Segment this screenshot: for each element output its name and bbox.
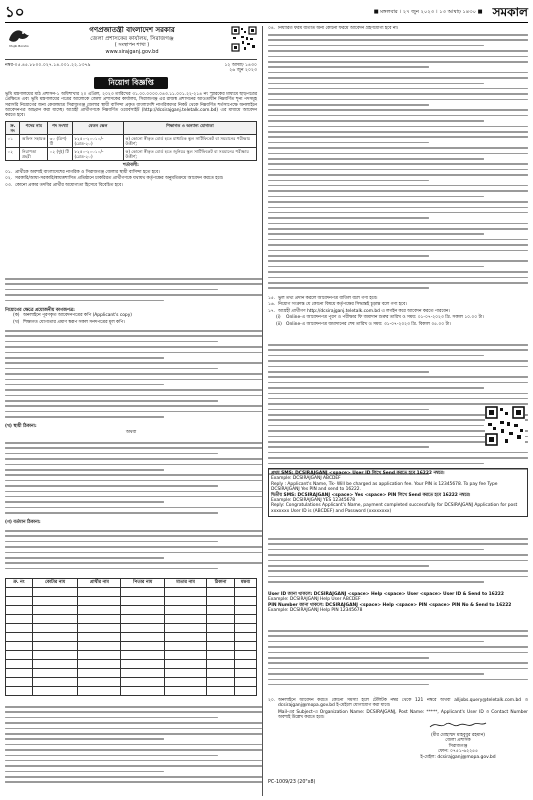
government-title: গণপ্রজাতন্ত্রী বাংলাদেশ সরকার <box>89 26 175 34</box>
text-block <box>268 630 528 689</box>
table-row <box>6 134 257 147</box>
section-name: ( সংস্থাপন শাখা ) <box>114 42 150 49</box>
office-website: www.sirajganj.gov.bd <box>105 49 159 56</box>
posts-header-count: পদ সংখ্যা <box>48 121 73 134</box>
or-label: অথবা <box>125 430 137 436</box>
text-block <box>5 278 262 305</box>
signatory-designation: জেলা প্রশাসক <box>445 738 471 744</box>
qr-code-icon <box>231 26 257 52</box>
memo-number: নম্বর-০৫.৪৫.৮৮০০.০২৭.১৪.০০১.২২.১৩৭৯ <box>5 62 91 68</box>
quota-header: কোটার নাম <box>32 579 78 588</box>
sms-instructions <box>268 468 528 517</box>
documents-title: নিয়োগের ক্ষেত্রে প্রয়োজনীয় কাগজপত্র: <box>5 308 75 313</box>
table-row <box>6 597 257 606</box>
quota-header: ক্র. নং <box>6 579 33 588</box>
signature-scribble <box>428 720 488 730</box>
posts-header-scale: বেতন স্কেল <box>72 121 123 134</box>
government-header <box>5 26 257 60</box>
quota-table <box>5 578 257 696</box>
table-cell: অফিস সহায়ক <box>20 134 48 147</box>
table-row <box>6 660 257 669</box>
text-block <box>5 530 262 573</box>
table-cell: ৩০ (ত্রিশ) টি <box>48 134 73 147</box>
date-english: ২৬ জুন ২০২৩ <box>229 68 257 74</box>
posts-header-qualification: শিক্ষাগত ও অন্যান্য যোগ্যতা <box>123 121 256 134</box>
quota-header: পিতার নাম <box>121 579 164 588</box>
notice-title: নিয়োগ বিজ্ঞপ্তি <box>94 77 168 89</box>
permanent-address-label: (খ) স্থায়ী ঠিকানা: <box>5 424 37 429</box>
sms-step2-reply: Reply: Congratulations Applicant's Name, payment completed successfully for DCSIRAJGANJ Application for post xxxxxxx User ID is (ABCDEF) and Password (xxxxxxxx) <box>271 503 518 514</box>
table-row <box>6 651 257 660</box>
table-cell: ক) কোনো স্বীকৃত বোর্ড হতে জুনিয়র স্কুল সার্টিফিকেট বা সমমানের পরীক্ষায় উত্তীর্ণ; <box>123 148 256 161</box>
posts-header-sl: ক্র. নং <box>6 121 20 134</box>
masthead-date: ■ মঙ্গলবার । ২৭ জুন ২০২৩ । ১৩ আষাঢ় ১৪৩০ ■ <box>373 9 483 16</box>
conditions-title: শর্তাবলী: <box>123 163 139 169</box>
signatory-name: (মীর মোহাম্মদ মাহবুবুর রহমান) <box>430 732 486 738</box>
list-item: (i) Online-এ আবেদনপত্র পূরণ ও পরীক্ষার ফি জমাদান শুরুর তারিখ ও সময়: ০১-০৭-২০২৩ খ্রি. সকাল ১০.০০ টা। <box>276 315 484 321</box>
mujib-borsho-logo-icon <box>5 26 33 48</box>
list-item: ১৭. আগ্রহী প্রার্থীগণ http://dcsirajganj.teletalk.com.bd এ লগইন করে আবেদন করতে পারবেন। <box>268 308 450 314</box>
list-item: ২০. অনলাইনে আবেদন করতে কোনো সমস্যা হলে টেলিটক নম্বর থেকে 121 নম্বরে অথবা alljobs.query@teletalk.com.bd ও dcsirajganj@mopa.gov.bd ই-মেইলে যোগাযোগ করা যাবে। <box>268 698 528 709</box>
table-cell: ৮২৫০-২০০১০/- (গ্রেড-২০) <box>72 134 123 147</box>
current-address-label: (গ) বর্তমান ঠিকানা: <box>5 520 41 525</box>
sms-step2: দ্বিতীয় SMS: DCSIRAJGANJ <space> Yes <space> PIN লিখে Send করতে হবে 16222 নম্বরে। <box>271 492 471 498</box>
qr-code-icon <box>485 406 525 446</box>
sms-step1: প্রথম SMS: DCSIRAJGANJ <space> User ID লিখে Send করতে হবে 16222 নম্বরে। <box>271 471 445 476</box>
reference-row <box>5 63 257 74</box>
table-row <box>6 687 257 696</box>
table-cell: ০২ <box>6 148 20 161</box>
table-row <box>6 633 257 642</box>
list-item: (খ) শিক্ষাগত যোগ্যতার প্রমাণ স্বরূপ সকল সনদপত্রের মূল কপি। <box>13 319 125 325</box>
text-block <box>5 330 262 422</box>
posts-header-post: পদের নাম <box>20 121 48 134</box>
list-item: ০৩. কোনো প্রকার তদবির প্রার্থীর অযোগ্যতা হিসেবে বিবেচিত হবে। <box>5 182 123 188</box>
lost-user-id: User ID জানা থাকলে: DCSIRAJGANJ <space> Help <space> User <space> User ID & Send to 16222 <box>268 592 504 597</box>
lost-user-example: Example: DCSIRAJGANJ Help User ABCDEF <box>268 597 361 603</box>
quota-header: ঠিকানা <box>207 579 235 588</box>
newspaper-brand: সমকাল <box>492 5 528 20</box>
page-number: ১০ <box>5 3 25 22</box>
list-item: ০৪. নির্ধারিত ফরম ব্যতীত অন্য কোনো ফরমে আবেদন গ্রহণযোগ্য হবে না। <box>268 26 399 31</box>
quota-header: মন্তব্য <box>234 579 256 588</box>
masthead <box>5 3 528 23</box>
table-cell: নিরাপত্তা প্রহরী <box>20 148 48 161</box>
table-cell: ০২ (দুই) টি <box>48 148 73 161</box>
contact-info <box>268 698 528 722</box>
signatory-phone: ফোন: ০৭৫১-৬২২৫৫ <box>438 749 478 755</box>
sms-step2-example: Example: DCSIRAJGANJ YES 12345678 <box>271 497 355 503</box>
text-block <box>268 34 528 293</box>
list-item: ১৬. নিয়োগ সংক্রান্ত যে কোনো বিষয়ে কর্তৃপক্ষের সিদ্ধান্তই চূড়ান্ত বলে গণ্য হবে। <box>268 302 407 308</box>
table-row <box>6 624 257 633</box>
left-column <box>5 26 263 796</box>
text-block <box>5 706 262 787</box>
quota-header: মাতার নাম <box>164 579 206 588</box>
table-row <box>6 678 257 687</box>
office-name: জেলা প্রশাসকের কার্যালয়, সিরাজগঞ্জ <box>90 35 174 42</box>
intro-paragraph: ভূমি মন্ত্রণালয়ের মাঠ প্রশাসন-১ অধিশাখার ২০ এপ্রিল, ২০২৩ তারিখের ৩১.০০.০০০০.০৪৩.১১.০০১.২২-২১৪ নং স্মারকের মাধ্যমে ছাড়পত্রের প্রেক্ষিতে এবং ভূমি মন্ত্রণালয়ের পত্রের আলোকে জেলা প্রশাসকের কার্যালয়, সিরাজগঞ্জ এর রাজস্ব প্রশাসনের আওতাধীন নিম্নবর্ণিত শূন্য পদসমূহ সরাসরি নিয়োগের জন্য কেবলমাত্র সিরাজগঞ্জ জেলার স্থায়ী বাসিন্দা প্রকৃত বাংলাদেশি নাগরিকদের নিকট থেকে নিম্নবর্ণিত শর্তসাপেক্ষে অনলাইনে আবেদনপত্র আহ্বান করা যাচ্ছে। আগ্রহী প্রার্থীগণকে নিম্নবর্ণিত ওয়েবসাইট (http://dcsirajganj.teletalk.com.bd) এর মাধ্যমে আবেদন করতে হবে। <box>5 91 257 119</box>
table-row <box>6 669 257 678</box>
list-item: (ii) Online-এ আবেদনপত্র জমাদানের শেষ তারিখ ও সময়: ৩১-০৭-২০২৩ খ্রি. বিকাল ০৫.০০ টা। <box>276 321 451 327</box>
posts-table <box>5 121 257 162</box>
table-cell: ৮২৫০-২০০১০/- (গ্রেড-২০) <box>72 148 123 161</box>
text-block <box>268 538 528 587</box>
quota-header: প্রার্থীর নাম <box>78 579 121 588</box>
signatory-office: সিরাজগঞ্জ <box>448 743 468 749</box>
lost-pin-example: Example: DCSIRAJGANJ Help PIN 12345678 <box>268 608 363 614</box>
table-row <box>6 615 257 624</box>
signature-block <box>393 720 523 760</box>
list-item: Mail-এর Subject-এ Organization Name: DCSIRAJGANJ, Post Name: *****, Applicant's User ID ও Contact Number অবশ্যই উল্লেখ করতে হবে। <box>278 709 528 721</box>
notice-body <box>5 26 528 796</box>
signatory-email: ই-মেইল: dcsirajganj@mopa.gov.bd <box>420 754 496 760</box>
date-bangla: ১২ আষাঢ় ১৪৩০ <box>224 62 257 68</box>
list-item: (ক) অনলাইনে পূরণকৃত আবেদনপত্রের কপি (Applicant's copy) <box>13 313 133 319</box>
pc-code: PC-1009/23 (20"x8) <box>268 780 316 786</box>
table-row <box>6 588 257 597</box>
help-instructions <box>268 592 528 614</box>
sms-step1-example: Example: DCSIRAJGANJ ABCDEF <box>271 476 341 482</box>
text-block <box>5 442 262 517</box>
list-item: ০২. সরকারি/আধা-সরকারি/স্বায়ত্তশাসিত প্রতিষ্ঠানে চাকরিরত প্রার্থীগণকে যথাযথ কর্তৃপক্ষের অনুমতিক্রমে আবেদন করতে হবে। <box>5 176 224 182</box>
list-item: ১৫. ভুল তথ্য প্রদান করলে আবেদনপত্র বাতিল বলে গণ্য হবে। <box>268 296 378 301</box>
table-cell: ০১ <box>6 134 20 147</box>
table-row <box>6 606 257 615</box>
table-row <box>6 148 257 161</box>
table-row <box>6 642 257 651</box>
svg-text:Mujib Borsho: Mujib Borsho <box>9 44 29 48</box>
right-column <box>263 26 528 796</box>
list-item: ০১. প্রার্থীকে অবশ্যই বাংলাদেশের নাগরিক ও সিরাজগঞ্জ জেলার স্থায়ী বাসিন্দা হতে হবে। <box>5 169 160 175</box>
sms-step1-reply: Reply : Applicant's Name, Tk- Will be charged as application fee. Your PIN is 12345678. To pay fee Type DCSIRAJGANJ Yes PIN and send to 16222. <box>271 481 498 493</box>
lost-pin: PIN Number জানা থাকলে: DCSIRAJGANJ <space> Help <space> PIN <space> PIN No & Send to 16222 <box>268 602 512 608</box>
table-cell: ক) কোনো স্বীকৃত বোর্ড হতে মাধ্যমিক স্কুল সার্টিফিকেট বা সমমানের পরীক্ষায় উত্তীর্ণ; <box>123 134 256 147</box>
